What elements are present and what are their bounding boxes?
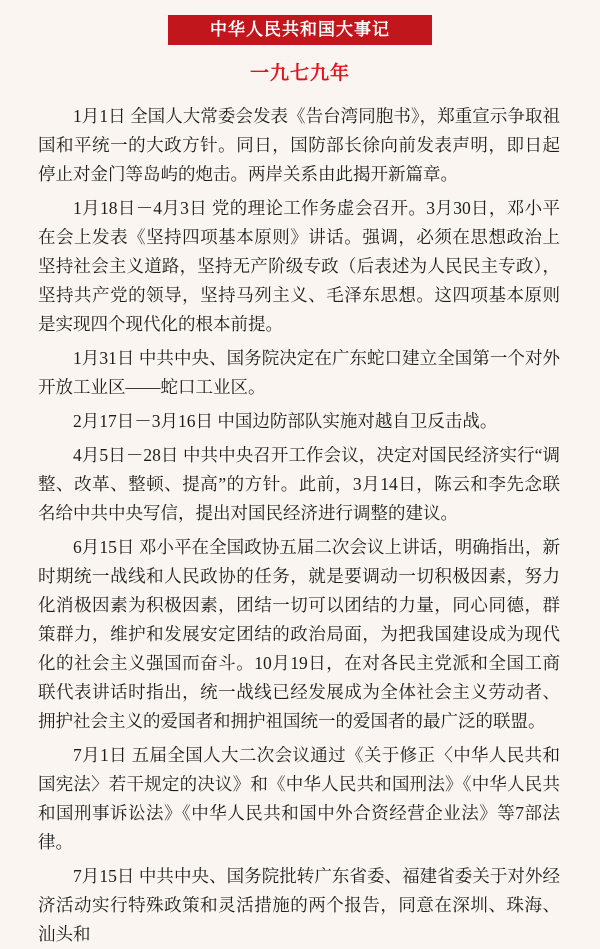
event-paragraph: 6月15日 邓小平在全国政协五届二次会议上讲话，明确指出，新时期统一战线和人民政协的任务，就是要调动一切积极因素，努力化消极因素为积极因素，团结一切可以团结的力量，同心同德，群策群力，维护和发展安定团结的政治局面，为把我国建设成为现代化的社会主义强国而奋斗。10月19日，在对各民主党派和全国工商联代表讲话时指出，统一战线已经发展成为全体社会主义劳动者、拥护社会主义的爱国者和拥护祖国统一的爱国者的最广泛的联盟。 (38, 537, 560, 731)
event-paragraph: 4月5日－28日 中共中央召开工作会议，决定对国民经济实行“调整、改革、整顿、提高”的方针。此前，3月14日，陈云和李先念联名给中共中央写信，提出对国民经济进行调整的建议。 (38, 445, 560, 523)
event-paragraph: 1月31日 中共中央、国务院决定在广东蛇口建立全国第一个对外开放工业区——蛇口工业区。 (38, 348, 560, 397)
title-banner: 中华人民共和国大事记 (168, 15, 432, 45)
event-paragraph: 7月1日 五届全国人大二次会议通过《关于修正〈中华人民共和国宪法〉若干规定的决议》和《中华人民共和国刑法》《中华人民共和国刑事诉讼法》《中华人民共和国中外合资经营企业法》等7部法律。 (38, 745, 560, 852)
event-paragraph: 1月18日－4月3日 党的理论工作务虚会召开。3月30日，邓小平在会上发表《坚持四项基本原则》讲话。强调，必须在思想政治上坚持社会主义道路，坚持无产阶级专政（后表述为人民民主专政），坚持共产党的领导，坚持马列主义、毛泽东思想。这四项基本原则是实现四个现代化的根本前提。 (38, 198, 560, 334)
event-paragraph: 1月1日 全国人大常委会发表《告台湾同胞书》，郑重宣示争取祖国和平统一的大政方针。同日，国防部长徐向前发表声明，即日起停止对金门等岛屿的炮击。两岸关系由此揭开新篇章。 (38, 106, 560, 184)
chronicle-body (38, 102, 560, 949)
year-heading: 一九七九年 (249, 63, 350, 84)
title-banner-row (0, 0, 600, 45)
event-paragraph: 7月15日 中共中央、国务院批转广东省委、福建省委关于对外经济活动实行特殊政策和灵活措施的两个报告，同意在深圳、珠海、汕头和 (38, 866, 560, 944)
event-paragraph: 2月17日－3月16日 中国边防部队实施对越自卫反击战。 (73, 411, 498, 431)
